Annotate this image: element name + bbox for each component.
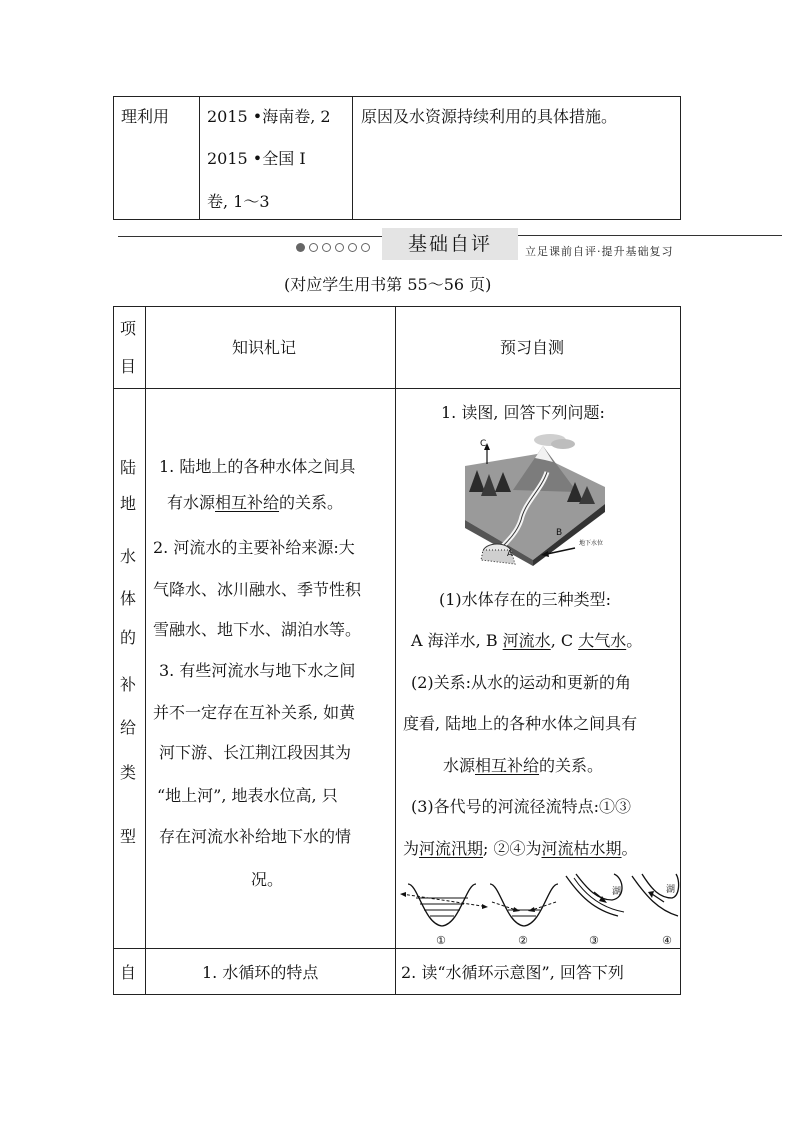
diagram-label: ① [436, 934, 446, 947]
channel-profile [408, 884, 476, 926]
banner-subtitle: 立足课前自评·提升基础复习 [525, 245, 674, 258]
banner-dot [361, 243, 370, 252]
fig-label-a: A [507, 549, 513, 558]
page-reference: (对应学生用书第 55～56 页) [284, 275, 492, 294]
river-bank [566, 876, 618, 916]
header-item-1: 项 [120, 319, 137, 338]
table-row-divider [114, 948, 680, 949]
knowledge-3-line2: 并不一定存在互补关系, 如黄 [153, 703, 356, 722]
arrow-head-icon [400, 892, 406, 897]
item-char: 型 [120, 827, 137, 846]
item-char: 地 [120, 494, 137, 513]
part-3-line1: (3)各代号的河流径流特点:①③ [411, 797, 632, 816]
cloud-shape [551, 439, 575, 449]
header-selftest: 预习自测 [500, 338, 565, 357]
banner-title: 基础自评 [407, 233, 492, 255]
table-divider [352, 97, 353, 219]
fig-label-c: C [480, 439, 487, 449]
table-divider [199, 97, 200, 219]
lake-label: 湖 [612, 887, 622, 897]
banner-dot [296, 243, 305, 252]
banner-rule-right [516, 235, 782, 236]
top-table-col2-line1: 2015 •海南卷, 2 [207, 107, 331, 126]
top-table-col2-line2: 2015 •全国 I [207, 149, 306, 168]
header-item-2: 目 [120, 357, 137, 376]
item-char: 给 [120, 718, 137, 737]
river-regime-diagrams [398, 870, 680, 948]
part-2-line3: 水源相互补给的关系。 [443, 756, 604, 775]
diagram-label: ④ [662, 934, 672, 947]
item-char: 补 [120, 675, 137, 694]
diagram-label: ② [518, 934, 528, 947]
item-char: 类 [120, 763, 137, 782]
water-body-figure [455, 432, 607, 566]
item-char: 水 [120, 547, 137, 566]
top-table-col1: 理利用 [121, 107, 170, 126]
knowledge-3-line4: “地上河”, 地表水位高, 只 [157, 786, 338, 805]
part-2-line2: 度看, 陆地上的各种水体之间具有 [403, 714, 638, 733]
header-knowledge: 知识札记 [232, 338, 297, 357]
top-table-col3: 原因及水资源持续利用的具体措施。 [361, 107, 618, 126]
arrow-head-icon [482, 904, 488, 909]
diagram-label: ③ [589, 934, 599, 947]
lake-label: 湖 [666, 885, 676, 895]
banner-dot [335, 243, 344, 252]
item-char: 的 [120, 628, 137, 647]
knowledge-3-line1: 3. 有些河流水与地下水之间 [159, 661, 356, 680]
knowledge-2-line3: 雪融水、地下水、湖泊水等。 [153, 620, 362, 639]
item-char: 体 [120, 589, 137, 608]
table-col-divider [145, 307, 146, 994]
row2-selftest: 2. 读“水循环示意图”, 回答下列 [401, 963, 624, 982]
knowledge-1-line2: 有水源相互补给的关系。 [167, 493, 344, 512]
row2-item: 自 [120, 963, 137, 982]
knowledge-1-line1: 1. 陆地上的各种水体之间具 [159, 457, 356, 476]
banner-dot [348, 243, 357, 252]
table-col-divider [395, 307, 396, 994]
knowledge-3-line6: 况。 [251, 870, 284, 889]
banner-dot [309, 243, 318, 252]
row2-knowledge: 1. 水循环的特点 [202, 963, 319, 982]
fig-label-groundwater: 地下水位 [579, 540, 604, 547]
knowledge-3-line5: 存在河流水补给地下水的情 [159, 827, 352, 846]
question-1: 1. 读图, 回答下列问题: [441, 403, 605, 422]
banner-rule-left [118, 236, 384, 237]
item-char: 陆 [120, 458, 137, 477]
fig-label-b: B [556, 528, 563, 538]
banner-dot [322, 243, 331, 252]
knowledge-3-line3: 河下游、长江荆江段因其为 [159, 743, 352, 762]
channel-profile [490, 884, 558, 926]
knowledge-2-line1: 2. 河流水的主要补给来源:大 [153, 538, 355, 557]
part-3-line2: 为河流汛期; ②④为河流枯水期。 [403, 839, 638, 858]
part-1-prompt: (1)水体存在的三种类型: [439, 590, 612, 609]
knowledge-2-line2: 气降水、冰川融水、季节性积 [153, 580, 362, 599]
part-1-answer: A 海洋水, B 河流水, C 大气水。 [411, 631, 643, 650]
part-2-line1: (2)关系:从水的运动和更新的角 [411, 673, 632, 692]
top-table-col2-line3: 卷, 1～3 [207, 192, 270, 211]
table-row-divider [114, 388, 680, 389]
